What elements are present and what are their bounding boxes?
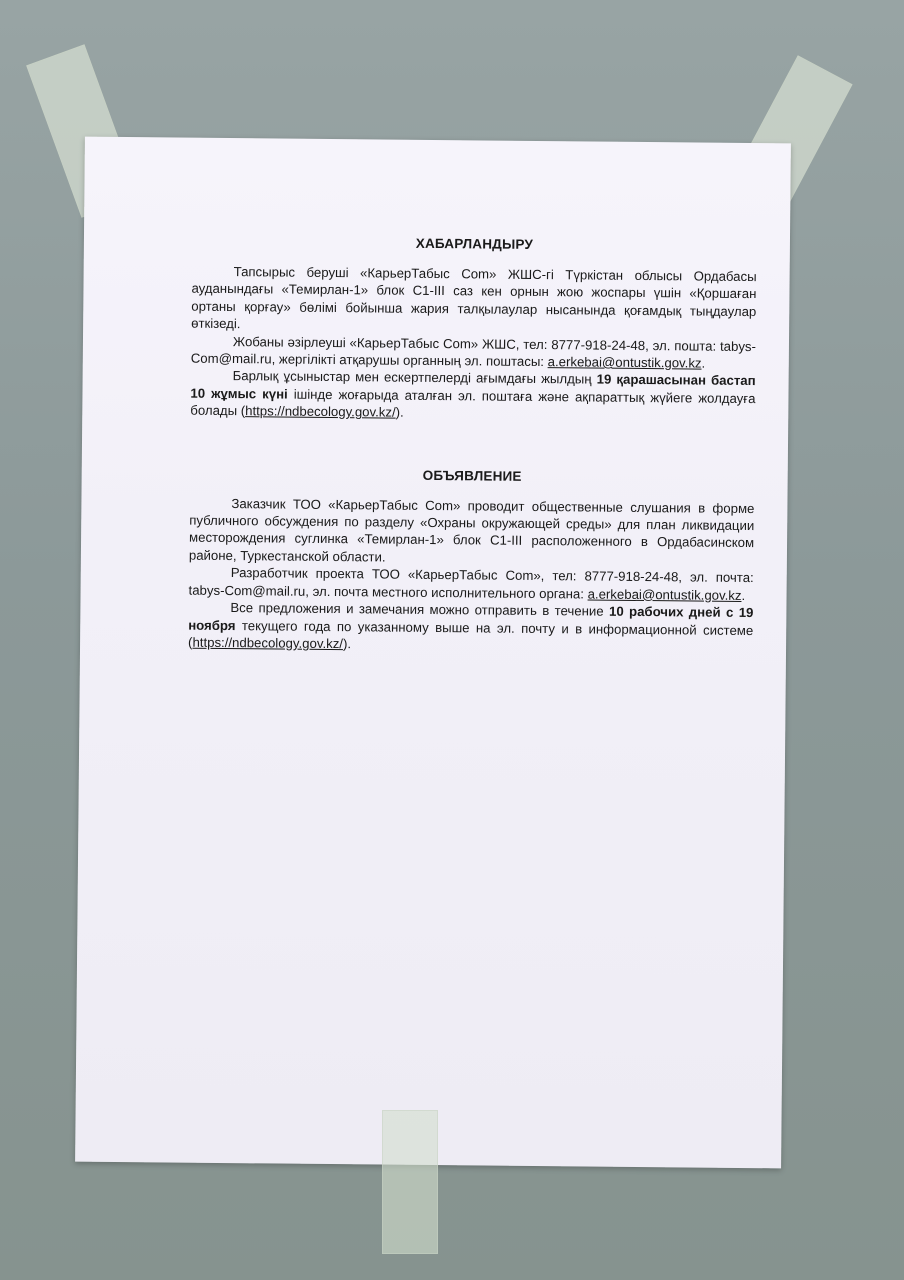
notice-paper bbox=[75, 137, 791, 1169]
kazakh-paragraph-3 bbox=[190, 367, 755, 425]
russian-paragraph-3 bbox=[188, 599, 753, 657]
kazakh-p3-start: Барлық ұсыныстар мен ескертпелерді ағымдағы жылдың bbox=[232, 368, 597, 387]
russian-p3-bold: 10 рабочих дней с 19 ноября bbox=[188, 603, 754, 633]
kazakh-title: ХАБАРЛАНДЫРУ bbox=[415, 235, 534, 252]
kazakh-p3-bold: 19 қарашасынан бастап 10 жұмыс күні bbox=[190, 371, 756, 402]
kazakh-p3-end: ). bbox=[395, 404, 404, 420]
kazakh-website-link[interactable]: https://ndbecology.gov.kz/ bbox=[245, 403, 396, 420]
russian-title: ОБЪЯВЛЕНИЕ bbox=[422, 467, 522, 484]
kazakh-p3-mid: ішінде жоғарыда аталған эл. поштаға және ақпараттық жүйеге жолдауға болады ( bbox=[190, 386, 756, 419]
tape-bottom bbox=[382, 1110, 438, 1254]
russian-p3-start: Все предложения и замечания можно отправить в течение bbox=[230, 600, 610, 619]
russian-email-link[interactable]: a.erkebai@ontustik.gov.kz bbox=[587, 586, 742, 603]
kazakh-p2-end: . bbox=[701, 355, 706, 371]
kazakh-p2-text: Жобаны әзірлеуші «КарьерТабыс Com» ЖШС, тел: 8777-918-24-48, эл. пошта: tabys-Com@mail.ru, жергілікті атқарушы органның эл. поштасы: bbox=[190, 333, 757, 370]
russian-p2-end: . bbox=[741, 587, 746, 603]
russian-p3-mid: текущего года по указанному выше на эл. почту и в информационной системе ( bbox=[188, 617, 754, 650]
russian-p3-end: ). bbox=[342, 636, 352, 652]
russian-paragraph-1: Заказчик ТОО «КарьерТабыс Com» проводит общественные слушания в форме публичного обсуждения по разделу «Охраны окружающей среды» для план ликвидации месторождения суглинка «Темирлан-1» блок С1-III расположенного в Ордабасинском районе, Туркестанской области. bbox=[188, 495, 755, 565]
kazakh-paragraph-1: Тапсырыс беруші «КарьерТабыс Com» ЖШС-гі Түркістан облысы Ордабасы ауданындағы «Темирлан-1» блок С1-III саз кен орнын жою жоспары үшін «Қоршаған ортаны қорғау» бөлімі бойынша жария талқылаулар нысанында қоғамдық тыңдаулар өткізеді. bbox=[191, 264, 757, 332]
kazakh-email-link[interactable]: a.erkebai@ontustik.gov.kz bbox=[547, 354, 702, 371]
russian-p2-text: Разработчик проекта ТОО «КарьерТабыс Com», тел: 8777-918-24-48, эл. почта: tabys-Com@mail.ru, эл. почта местного исполнительного органа: bbox=[188, 565, 754, 602]
russian-paragraph-2 bbox=[189, 564, 754, 604]
kazakh-paragraph-2 bbox=[191, 332, 756, 372]
notice-content bbox=[188, 234, 757, 657]
russian-website-link[interactable]: https://ndbecology.gov.kz/ bbox=[192, 634, 344, 652]
